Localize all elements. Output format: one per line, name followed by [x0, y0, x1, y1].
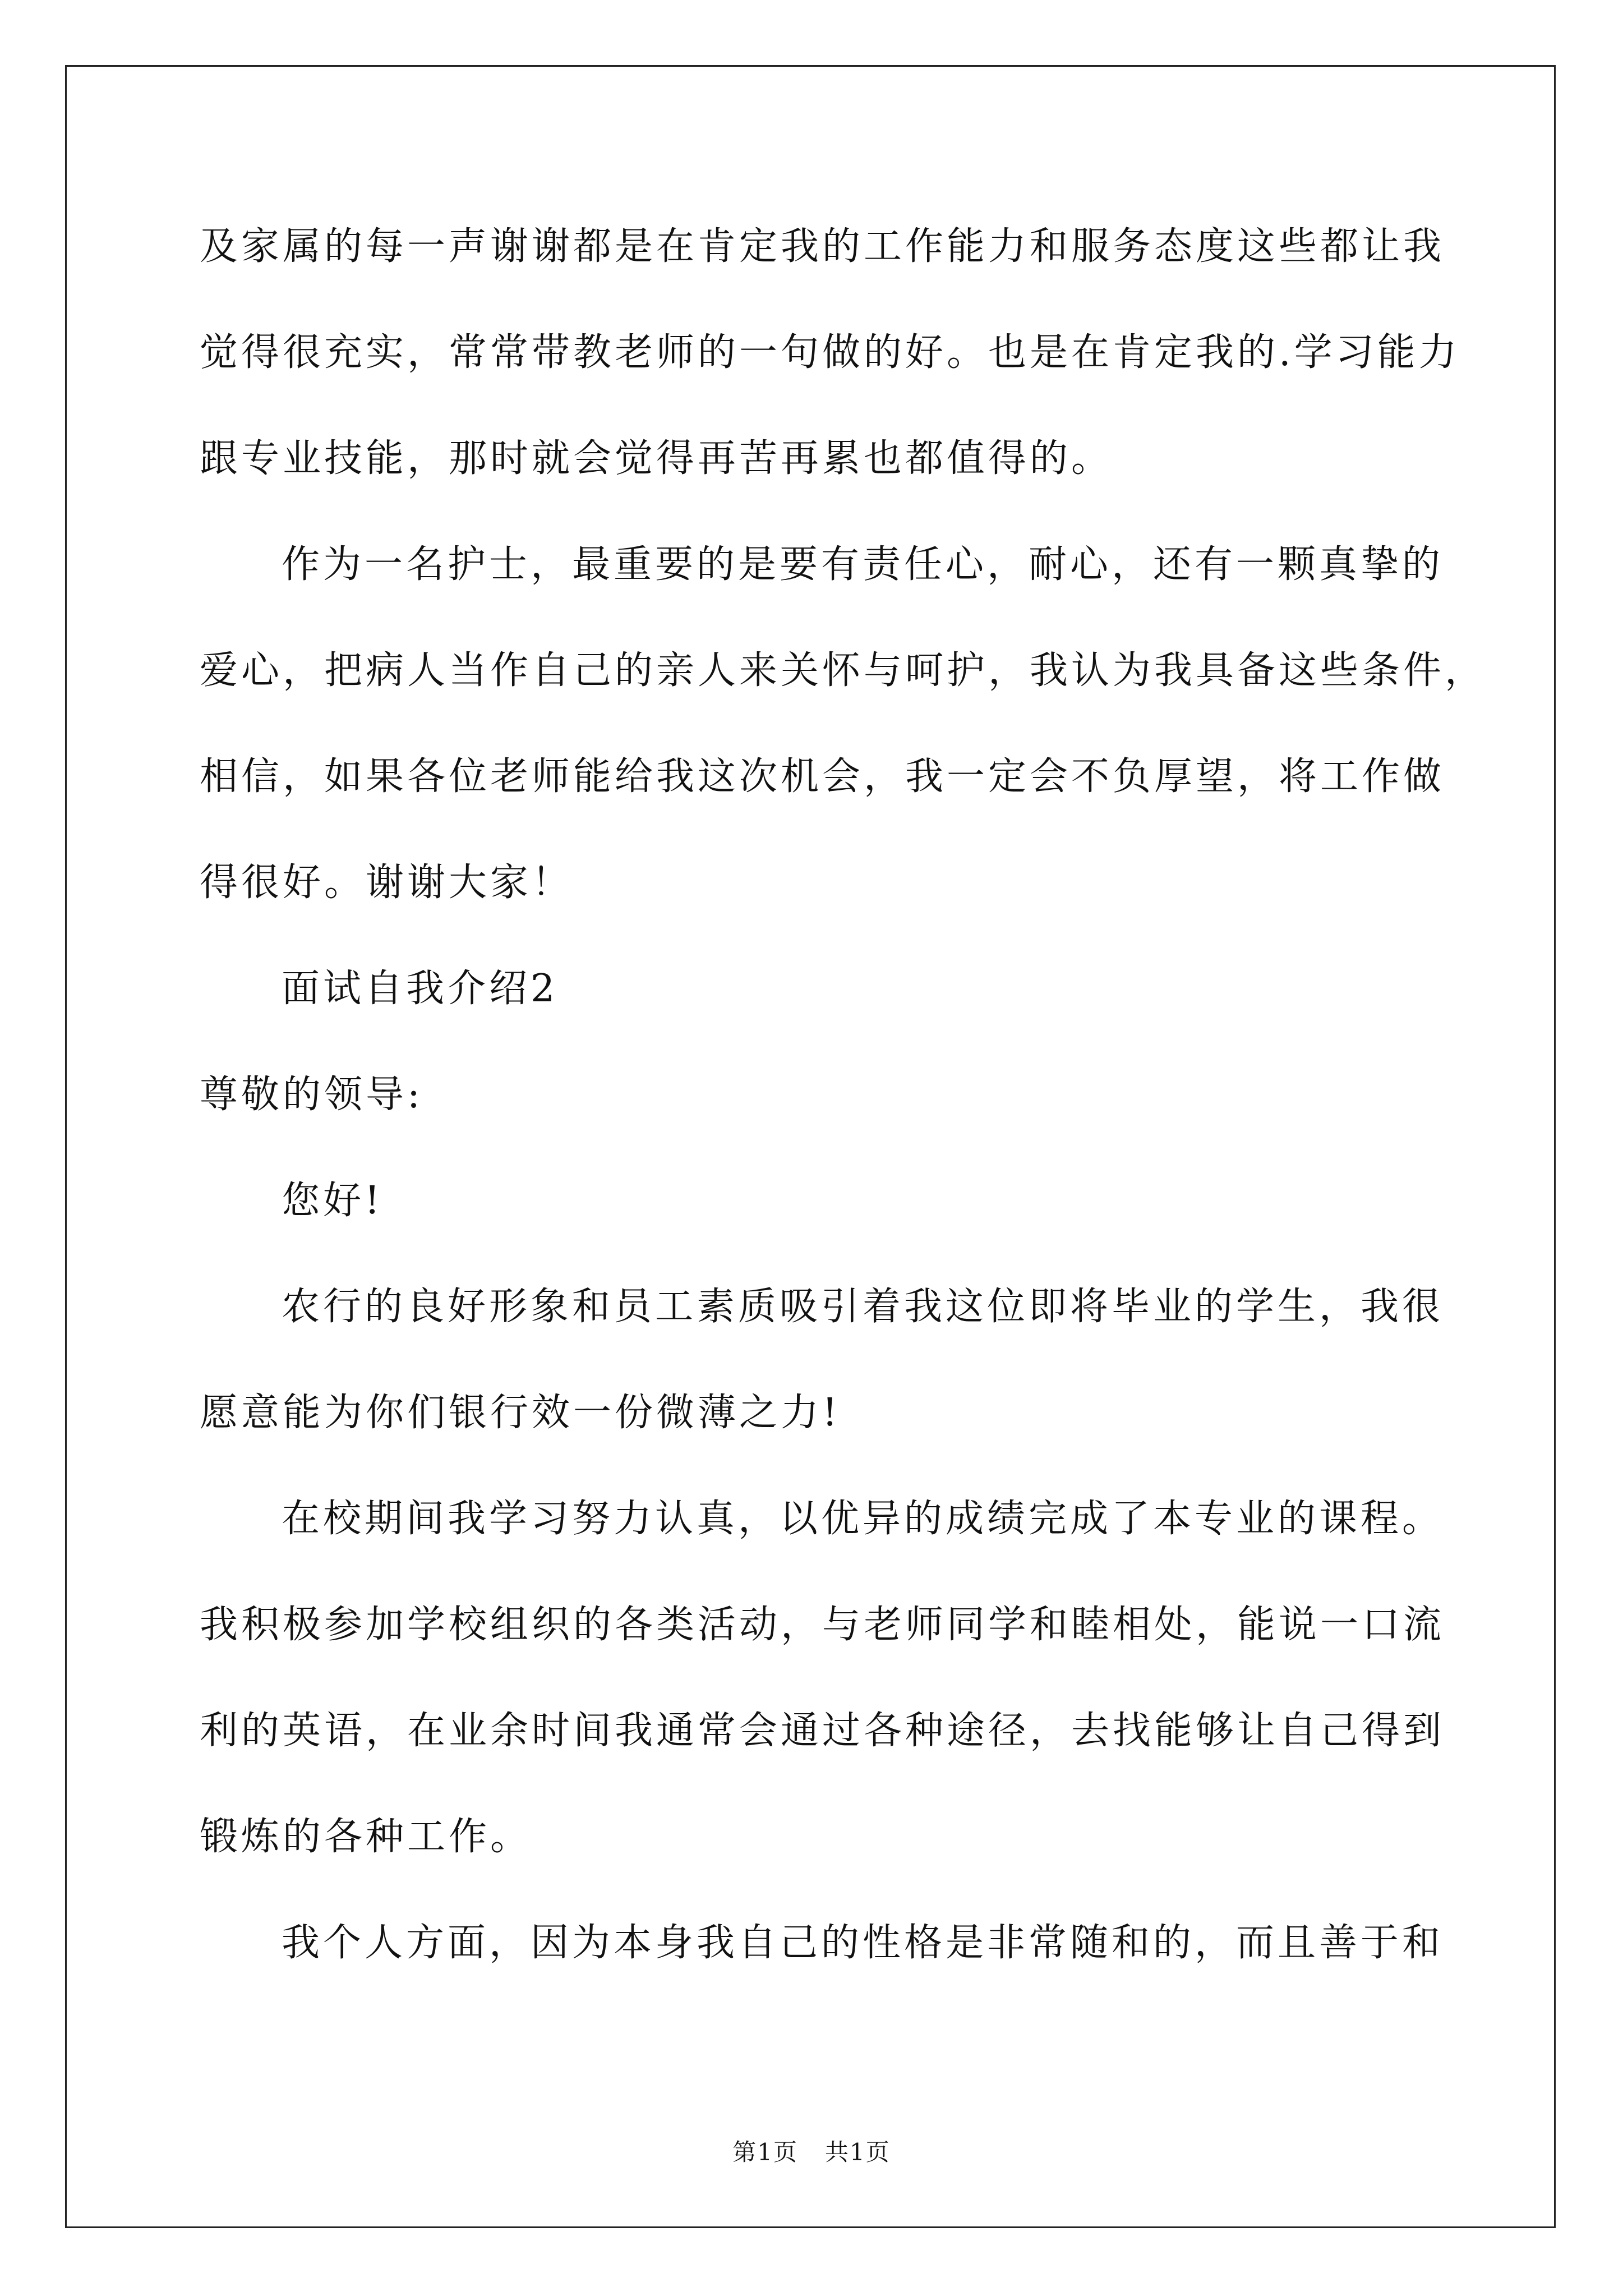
- salutation: 尊敬的领导:: [200, 1073, 423, 1117]
- text-line: 相信，如果各位老师能给我这次机会，我一定会不负厚望，将工作做: [200, 754, 1445, 799]
- paragraph-start-line: 我个人方面，因为本身我自己的性格是非常随和的，而且善于和: [282, 1921, 1444, 1965]
- page-footer: [0, 2137, 1623, 2168]
- paragraph-start-line: 在校期间我学习努力认真，以优异的成绩完成了本专业的课程。: [282, 1497, 1444, 1541]
- section-heading: 面试自我介绍2: [282, 967, 559, 1011]
- greeting: 您好!: [282, 1179, 384, 1223]
- text-line: 觉得很充实，常常带教老师的一句做的好。也是在肯定我的.学习能力: [200, 330, 1460, 375]
- text-line: 锻炼的各种工作。: [200, 1815, 532, 1859]
- page-count: 共1页: [825, 2138, 891, 2166]
- text-line: 得很好。谢谢大家！: [200, 861, 574, 905]
- text-line: 我积极参加学校组织的各类活动，与老师同学和睦相处，能说一口流: [200, 1603, 1445, 1647]
- text-line: 及家属的每一声谢谢都是在肯定我的工作能力和服务态度这些都让我: [200, 224, 1445, 269]
- paragraph-start-line: 作为一名护士，最重要的是要有责任心，耐心，还有一颗真挚的: [282, 542, 1444, 587]
- text-line: 愿意能为你们银行效一份微薄之力!: [200, 1391, 841, 1435]
- page-number: 第1页: [732, 2138, 798, 2166]
- paragraph-start-line: 农行的良好形象和员工素质吸引着我这位即将毕业的学生，我很: [282, 1285, 1444, 1329]
- page-border: [65, 65, 1556, 2228]
- text-line: 爱心，把病人当作自己的亲人来关怀与呵护，我认为我具备这些条件，: [200, 648, 1487, 693]
- text-line: 跟专业技能，那时就会觉得再苦再累也都值得的。: [200, 436, 1113, 481]
- text-line: 利的英语，在业余时间我通常会通过各种途径，去找能够让自己得到: [200, 1709, 1445, 1753]
